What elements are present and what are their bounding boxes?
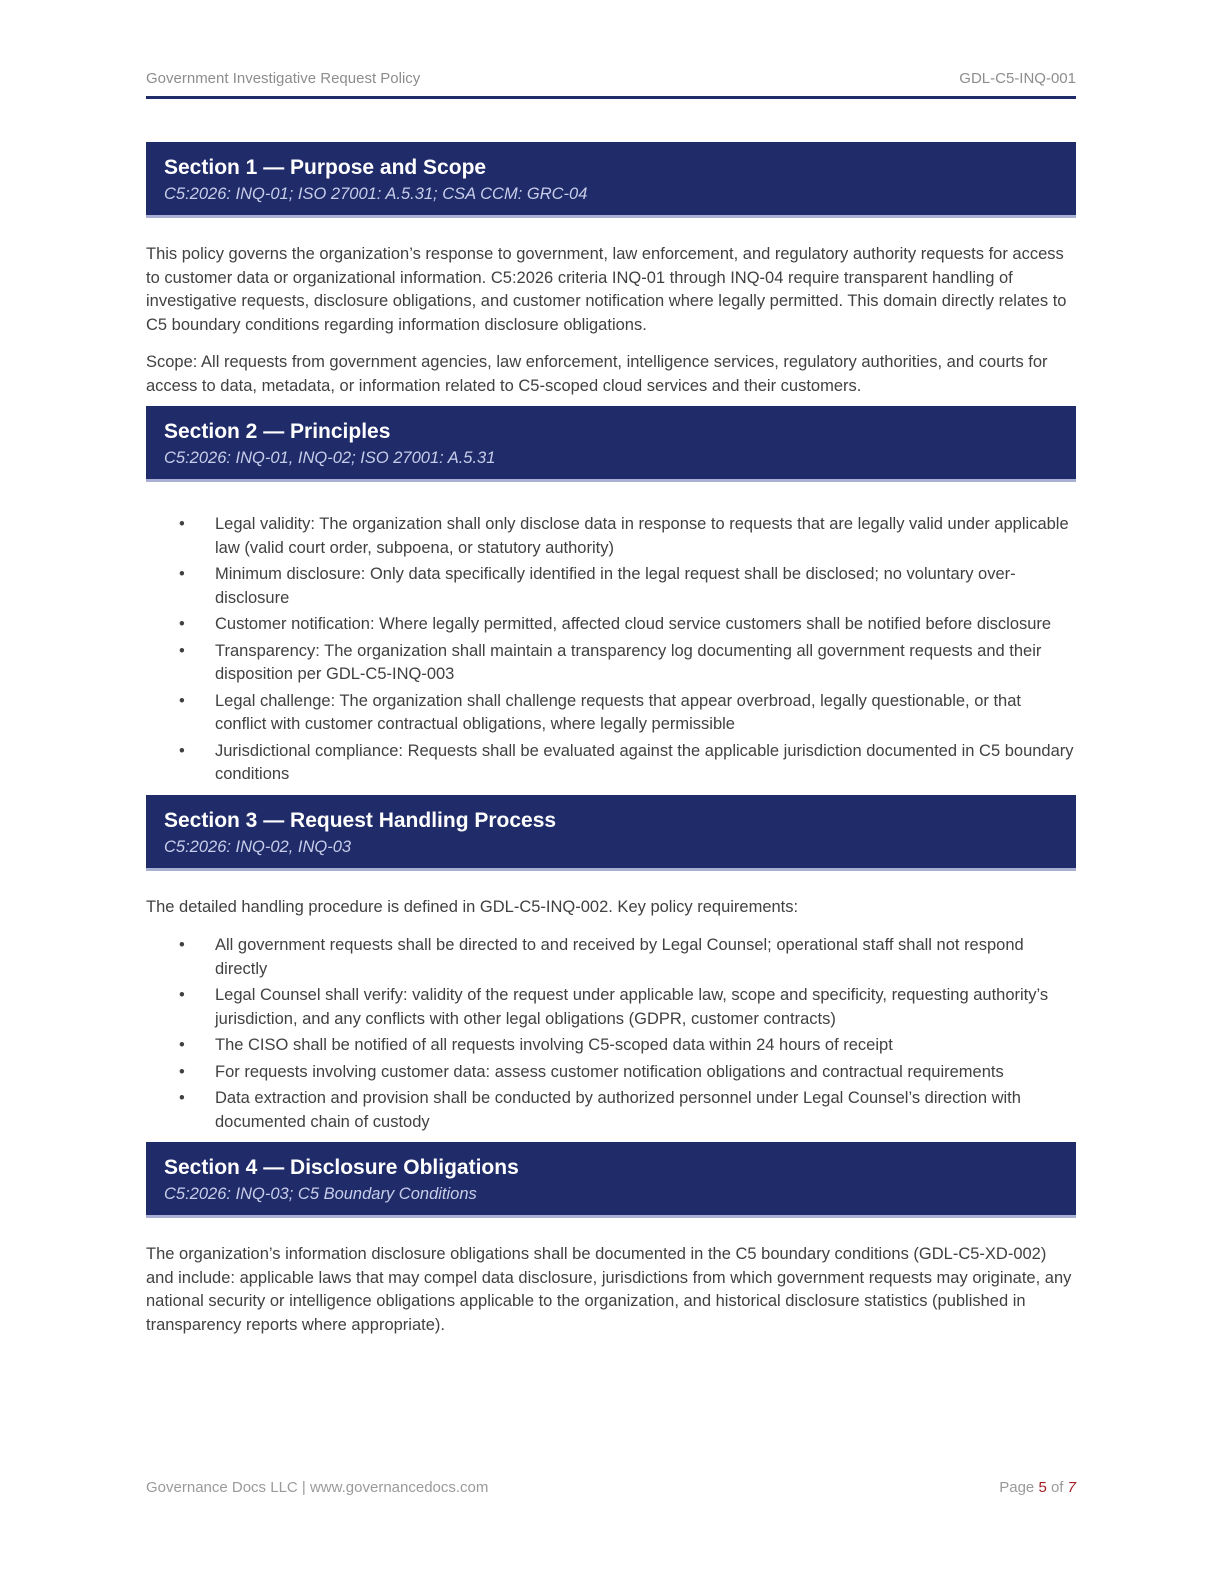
paragraph: The organization’s information disclosure obligations shall be documented in the C5 boundary conditions (GDL-C5-XD-002) and include: applicable laws that may compel data disclosure, jurisdictions from which government requests may originate, any national security or intelligence obligations applicable to the organization, and historical disclosure statistics (published in transparency reports where appropriate). (146, 1245, 1072, 1334)
section-title: Section 4 — Disclosure Obligations (164, 1156, 519, 1179)
bullet-text: Jurisdictional compliance: Requests shall be evaluated against the applicable jurisdiction documented in C5 boundary conditions (215, 741, 1074, 783)
bullet-item (146, 690, 1076, 737)
bullet-item (146, 1087, 1076, 1134)
section-subtitle: C5:2026: INQ-03; C5 Boundary Conditions (164, 1185, 477, 1203)
section-2 (146, 406, 1076, 787)
bullet-marker: • (179, 1036, 185, 1054)
bullet-marker: • (179, 515, 185, 533)
section-subtitle: C5:2026: INQ-01; ISO 27001: A.5.31; CSA CCM: GRC-04 (164, 185, 588, 203)
bullet-text: For requests involving customer data: assess customer notification obligations and contractual requirements (215, 1062, 1004, 1081)
bullet-marker: • (179, 741, 185, 760)
bullet-list (146, 513, 1076, 787)
bullet-marker: • (179, 691, 185, 710)
page-of-label: of (1050, 1479, 1064, 1496)
bullet-text: All government requests shall be directed to and received by Legal Counsel; operational staff shall not respond directly (215, 936, 1024, 978)
bullet-item (146, 740, 1076, 787)
bullet-marker: • (179, 1062, 185, 1081)
bullet-item (146, 640, 1076, 687)
section-4 (146, 1142, 1076, 1337)
bullet-marker: • (179, 1089, 185, 1107)
section-1 (146, 142, 1076, 398)
bullet-text: Transparency: The organization shall maintain a transparency log documenting all government requests and their disposition per GDL-C5-INQ-003 (215, 641, 1042, 683)
bullet-item (146, 563, 1076, 610)
section-3 (146, 795, 1076, 1135)
doc-title: Government Investigative Request Policy (146, 70, 421, 87)
bullet-item (146, 934, 1076, 981)
page-header (146, 70, 1076, 99)
bullet-text: Minimum disclosure: Only data specifically identified in the legal request shall be disclosed; no voluntary over-disclosure (215, 565, 1016, 607)
section-subtitle: C5:2026: INQ-01, INQ-02; ISO 27001: A.5.31 (164, 449, 496, 467)
section-header-bar (146, 795, 1076, 871)
bullet-item (146, 513, 1076, 560)
page-indicator (999, 1479, 1076, 1496)
section-title: Section 3 — Request Handling Process (164, 808, 557, 832)
bullet-item (146, 613, 1076, 637)
bullet-text: Legal Counsel shall verify: validity of the request under applicable law, scope and specificity, requesting authority’s jurisdiction, and any conflicts with other legal obligations (GDPR, customer contracts) (215, 986, 1049, 1028)
section-subtitle: C5:2026: INQ-02, INQ-03 (164, 837, 352, 856)
page-total: 7 (1067, 1479, 1076, 1496)
bullet-text: Legal challenge: The organization shall challenge requests that appear overbroad, legally questionable, or that conflict with customer contractual obligations, where legally permissible (215, 691, 1021, 733)
bullet-item (146, 1034, 1076, 1058)
bullet-text: Customer notification: Where legally permitted, affected cloud service customers shall be notified before disclosure (215, 615, 1052, 633)
section-header-bar (146, 142, 1076, 218)
paragraph: Scope: All requests from government agencies, law enforcement, intelligence services, regulatory authorities, and courts for access to data, metadata, or information related to C5-scoped cloud services and their customers. (146, 353, 1048, 395)
bullet-item (146, 984, 1076, 1031)
bullet-list (146, 934, 1076, 1134)
doc-id: GDL-C5-INQ-001 (959, 70, 1076, 87)
section-title: Section 1 — Purpose and Scope (164, 156, 487, 179)
section-header-bar (146, 406, 1076, 482)
page-label: Page (999, 1479, 1035, 1496)
document-body (146, 142, 1076, 1337)
bullet-text: Legal validity: The organization shall only disclose data in response to requests that are legally valid under applicable law (valid court order, subpoena, or statutory authority) (215, 515, 1069, 557)
paragraph: The detailed handling procedure is defined in GDL-C5-INQ-002. Key policy requirements: (146, 897, 799, 916)
paragraph: This policy governs the organization’s response to government, law enforcement, and regulatory authority requests for access to customer data or organizational information. C5:2026 criteria INQ-01 through INQ-04 require transparent handling of investigative requests, disclosure obligations, and customer notification where legally permitted. This domain directly relates to C5 boundary conditions regarding information disclosure obligations. (146, 245, 1067, 334)
page-footer (146, 1479, 1076, 1496)
bullet-text: Data extraction and provision shall be conducted by authorized personnel under Legal Counsel’s direction with documented chain of custody (215, 1089, 1021, 1131)
page-current: 5 (1038, 1479, 1047, 1496)
bullet-item (146, 1061, 1076, 1085)
bullet-text: The CISO shall be notified of all requests involving C5-scoped data within 24 hours of receipt (215, 1036, 893, 1054)
bullet-marker: • (179, 986, 185, 1004)
bullet-marker: • (179, 936, 185, 954)
bullet-marker: • (179, 641, 185, 660)
bullet-marker: • (179, 565, 185, 583)
footer-company: Governance Docs LLC | www.governancedocs.com (146, 1479, 489, 1496)
section-header-bar (146, 1142, 1076, 1218)
bullet-marker: • (179, 615, 185, 633)
section-title: Section 2 — Principles (164, 420, 391, 443)
